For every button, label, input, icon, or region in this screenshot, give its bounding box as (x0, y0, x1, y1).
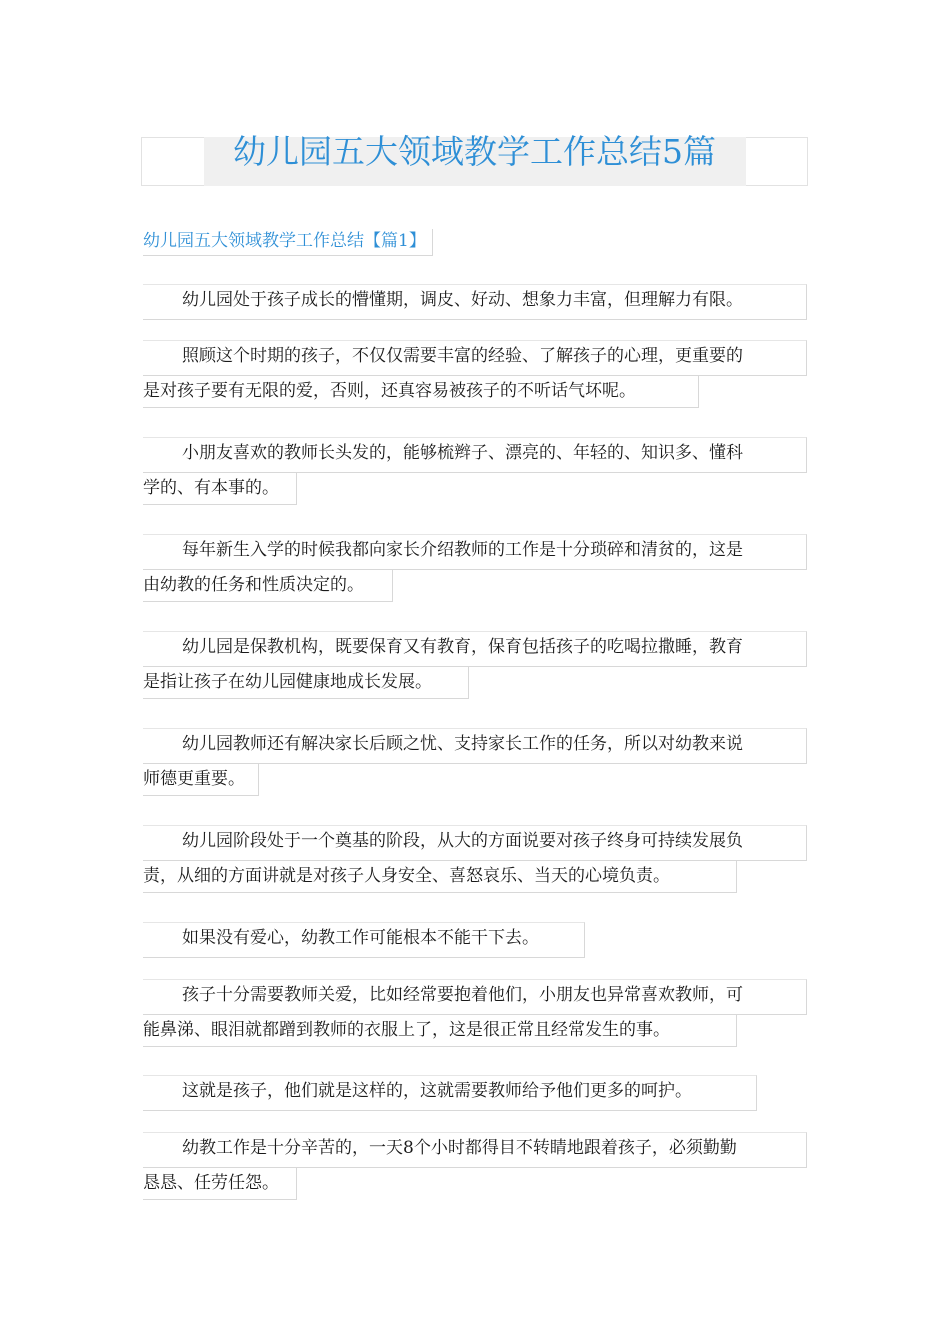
paragraph (143, 1075, 807, 1111)
paragraph-line: 小朋友喜欢的教师长头发的，能够梳辫子、漂亮的、年轻的、知识多、懂科 (143, 437, 807, 473)
paragraph (143, 922, 807, 958)
paragraph (143, 340, 807, 412)
paragraph (143, 437, 807, 509)
paragraph-line-continued: 恳恳、任劳任怨。 (143, 1168, 297, 1200)
paragraph-line-continued: 是指让孩子在幼儿园健康地成长发展。 (143, 667, 469, 699)
paragraph (143, 534, 807, 606)
paragraph (143, 1132, 807, 1204)
paragraph-line-continued: 师德更重要。 (143, 764, 259, 796)
paragraph-line-continued: 由幼教的任务和性质决定的。 (143, 570, 393, 602)
paragraph (143, 825, 807, 897)
paragraph-line: 照顾这个时期的孩子，不仅仅需要丰富的经验、了解孩子的心理，更重要的 (143, 340, 807, 376)
section-heading: 幼儿园五大领域教学工作总结【篇1】 (143, 229, 433, 256)
paragraph-line: 幼教工作是十分辛苦的，一天8个小时都得目不转睛地跟着孩子，必须勤勤 (143, 1132, 807, 1168)
paragraph (143, 631, 807, 703)
paragraph-line: 孩子十分需要教师关爱，比如经常要抱着他们，小朋友也异常喜欢教师，可 (143, 979, 807, 1015)
paragraph-line-continued: 学的、有本事的。 (143, 473, 297, 505)
paragraph-line: 幼儿园阶段处于一个奠基的阶段，从大的方面说要对孩子终身可持续发展负 (143, 825, 807, 861)
paragraph-line: 如果没有爱心，幼教工作可能根本不能干下去。 (143, 922, 585, 958)
paragraph-line-continued: 责，从细的方面讲就是对孩子人身安全、喜怒哀乐、当天的心境负责。 (143, 861, 737, 893)
paragraph (143, 979, 807, 1051)
paragraph (143, 284, 807, 320)
paragraph (143, 728, 807, 800)
paragraph-line: 幼儿园处于孩子成长的懵懂期，调皮、好动、想象力丰富，但理解力有限。 (143, 284, 807, 320)
paragraph-line: 每年新生入学的时候我都向家长介绍教师的工作是十分琐碎和清贫的，这是 (143, 534, 807, 570)
paragraph-line-continued: 能鼻涕、眼泪就都蹭到教师的衣服上了，这是很正常且经常发生的事。 (143, 1015, 737, 1047)
document-title: 幼儿园五大领域教学工作总结5篇 (233, 132, 716, 171)
paragraph-line: 幼儿园教师还有解决家长后顾之忧、支持家长工作的任务，所以对幼教来说 (143, 728, 807, 764)
paragraph-line: 这就是孩子，他们就是这样的，这就需要教师给予他们更多的呵护。 (143, 1075, 757, 1111)
paragraph-line-continued: 是对孩子要有无限的爱，否则，还真容易被孩子的不听话气坏呢。 (143, 376, 699, 408)
paragraph-line: 幼儿园是保教机构，既要保育又有教育，保育包括孩子的吃喝拉撒睡，教育 (143, 631, 807, 667)
